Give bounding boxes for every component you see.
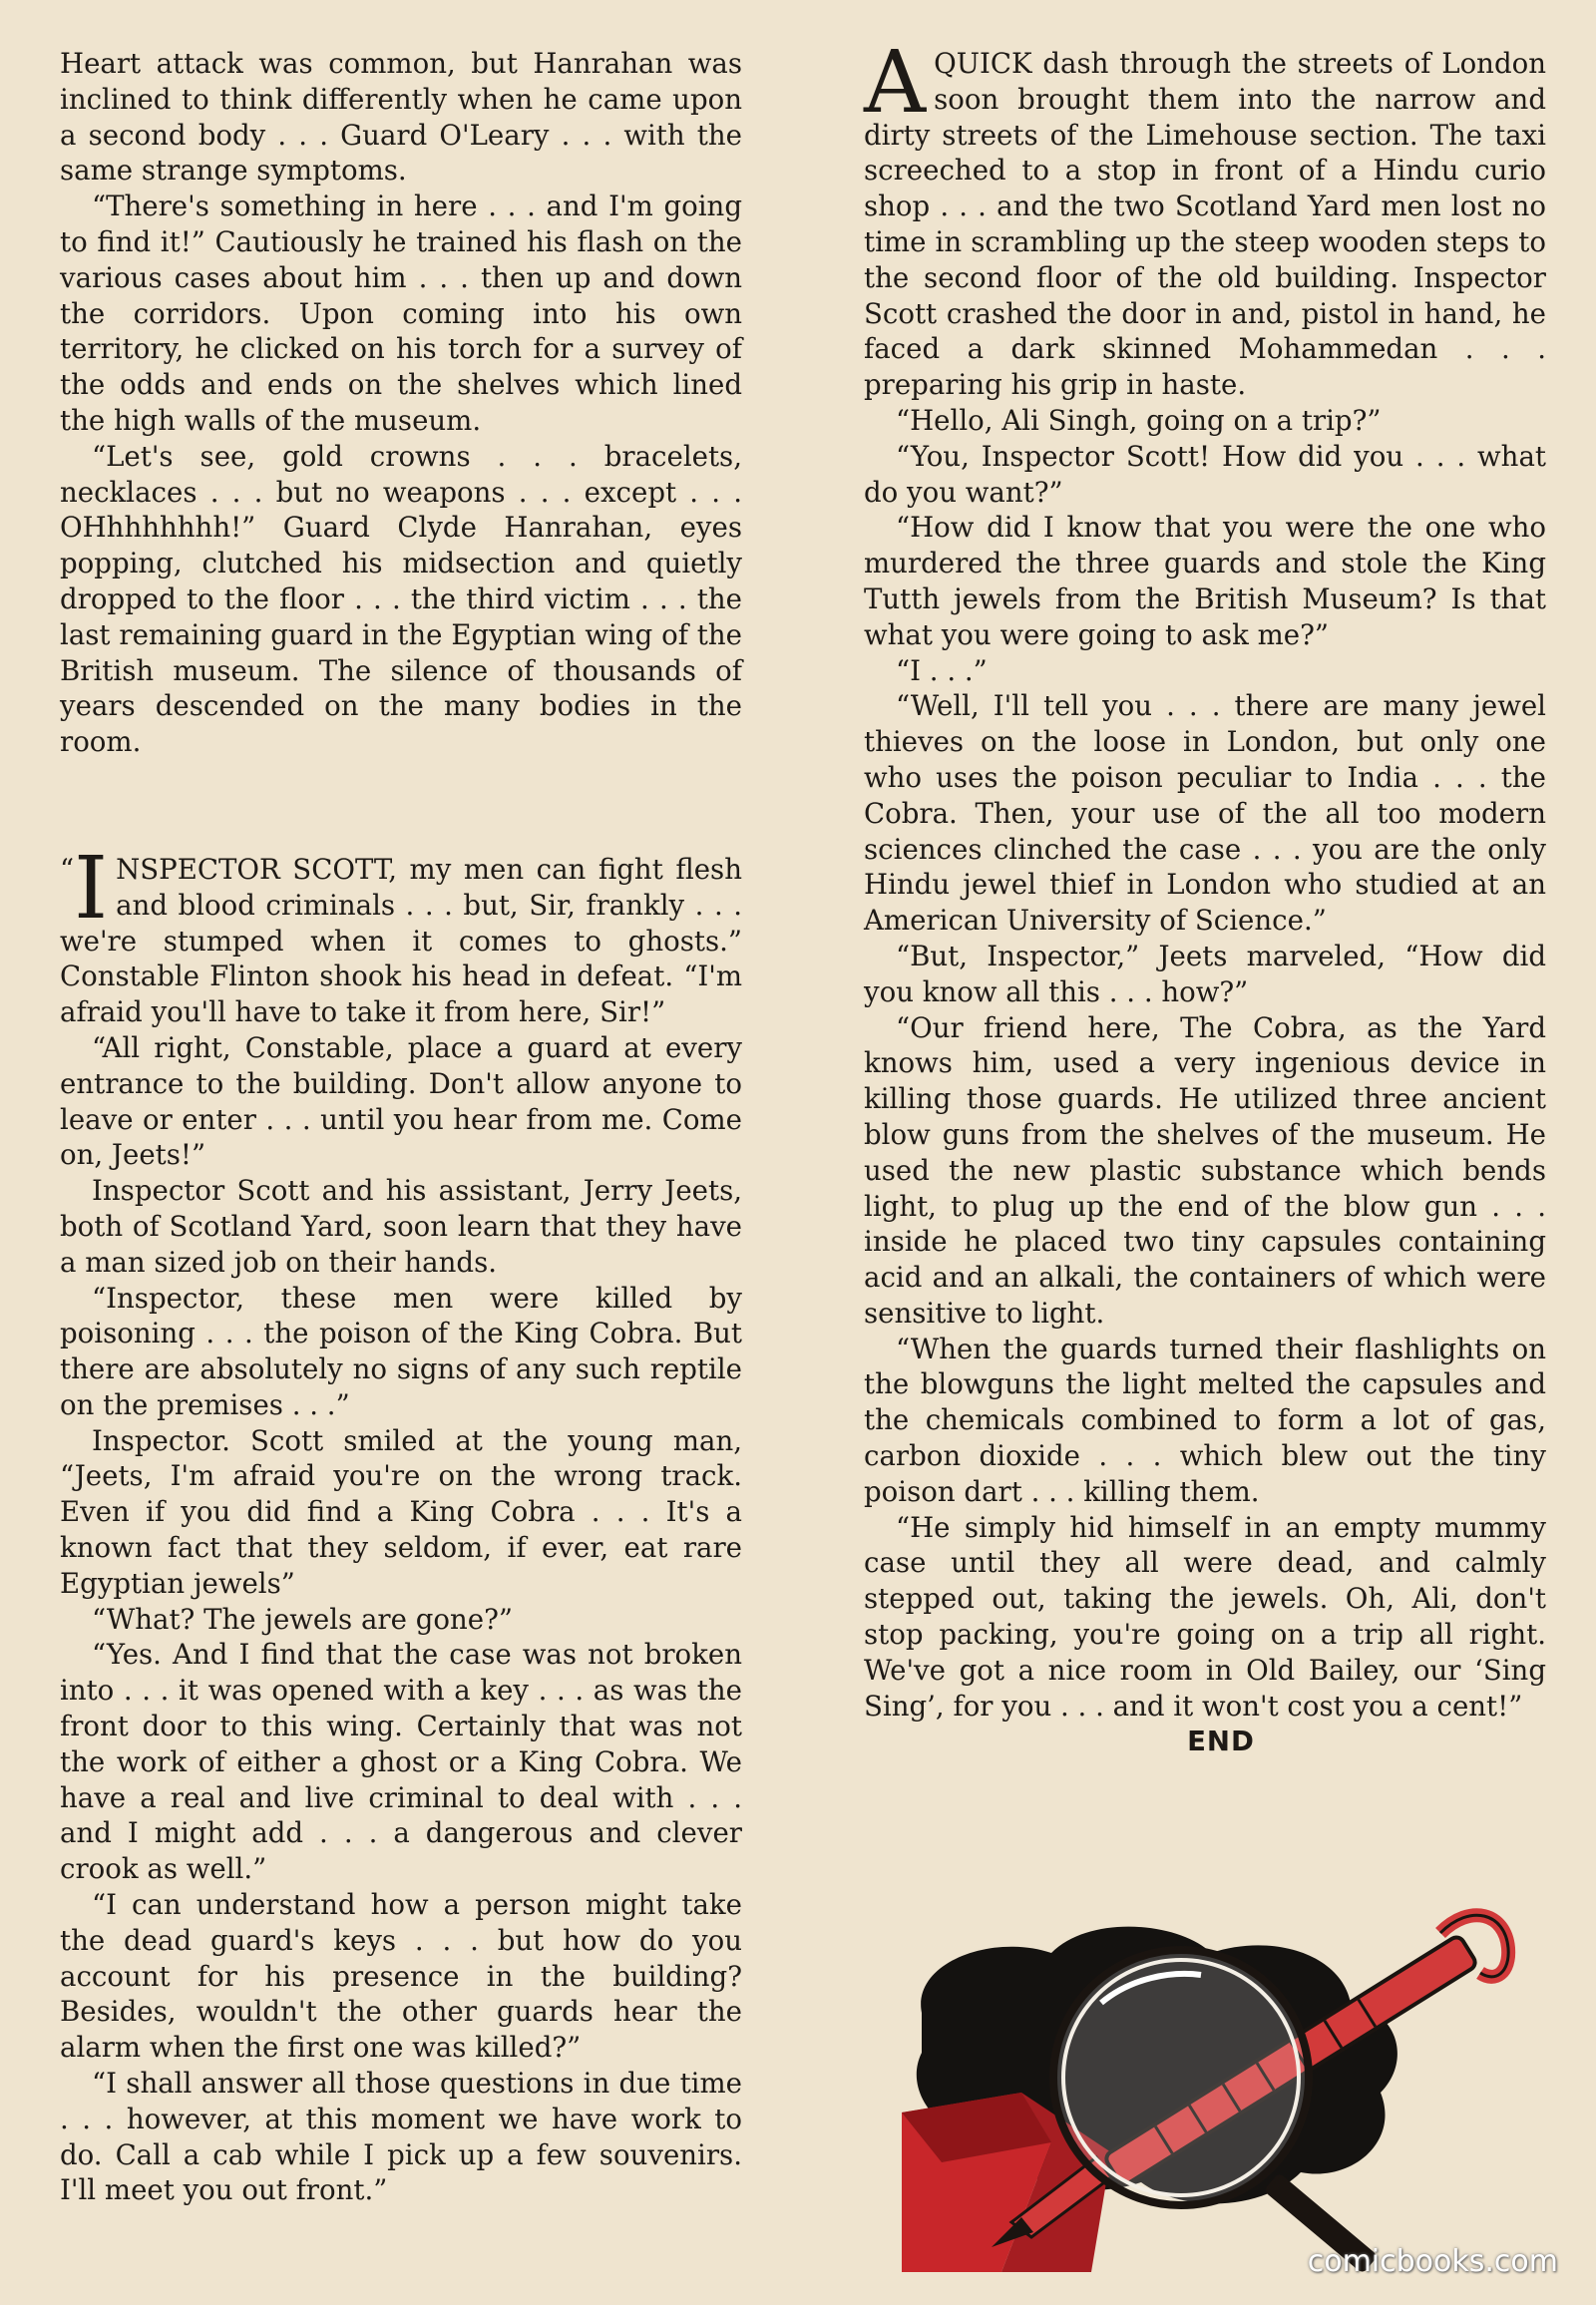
- paragraph: “You, Inspector Scott! How did you . . . what do you want?”: [864, 439, 1546, 509]
- drop-cap: A: [864, 33, 927, 133]
- paragraph-text: QUICK dash through the streets of London soon brought them into the narrow and dirty streets of the Limehouse section. The taxi screeched to a stop in front of a Hindu curio shop . . . and the two Scotland Yard men lost no time in scrambling up the steep wooden steps to the second floor of the old building. Inspector Scott crashed the door in and, pistol in hand, he faced a dark skinned Mohammedan . . . preparing his grip in haste.: [864, 47, 1546, 402]
- opening-quote-mark: “: [60, 852, 75, 886]
- drop-cap: I: [74, 838, 109, 939]
- paragraph: “I . . .”: [896, 653, 988, 687]
- paragraph: “But, Inspector,” Jeets marveled, “How did you know all this . . . how?”: [864, 939, 1546, 1008]
- paragraph: “Let's see, gold crowns . . . bracelets, necklaces . . . but no weapons . . . except . . . OHhhhhhhh!” Guard Clyde Hanrahan, eyes popping, clutched his midsection and quietly dropped to the floor . . . the third victim . . . the last remaining guard in the Egyptian wing of the British museum. The silence of thousands of years descended on the many bodies in the room.: [60, 439, 742, 759]
- paragraph-text: NSPECTOR SCOTT, my men can fight flesh and blood criminals . . . but, Sir, frankly . . . we're stumped when it comes to ghosts.” Constable Flinton shook his head in defeat. “I'm afraid you'll have to take it from here, Sir!”: [60, 852, 742, 1029]
- paragraph: “Yes. And I find that the case was not broken into . . . it was opened with a key . . . as was the front door to this wing. Certainly that was not the work of either a ghost or a King Cobra. We have a real and live criminal to deal with . . . and I might add . . . a dangerous and clever crook as well.”: [60, 1638, 742, 1886]
- paragraph: Inspector Scott and his assistant, Jerry Jeets, both of Scotland Yard, soon learn that they have a man sized job on their hands.: [60, 1174, 742, 1279]
- paragraph: “All right, Constable, place a guard at every entrance to the building. Don't allow anyone to leave or enter . . . until you hear from me. Come on, Jeets!”: [60, 1030, 742, 1172]
- paragraph: “Our friend here, The Cobra, as the Yard knows him, used a very ingenious device in killing those guards. He utilized three ancient blow guns from the shelves of the museum. He used the new plastic substance which bends light, to plug up the end of the blow gun . . . inside he placed two tiny capsules containing acid and an alkali, the containers of which were sensitive to light.: [864, 1010, 1546, 1330]
- paragraph: “Hello, Ali Singh, going on a trip?”: [896, 403, 1382, 437]
- end-label: END: [1187, 1725, 1255, 1758]
- paragraph: Heart attack was common, but Hanrahan was inclined to think differently when he came upon a second body . . . Guard O'Leary . . . with the same strange symptoms.: [60, 47, 742, 188]
- watermark: comicbooks.com: [1307, 2244, 1558, 2279]
- paragraph: “When the guards turned their flashlights on the blowguns the light melted the capsules and the chemicals combined to form a lot of gas, carbon dioxide . . . which blew out the tiny poison dart . . . killing them.: [864, 1332, 1546, 1508]
- paragraph: “I can understand how a person might take the dead guard's keys . . . but how do you account for his presence in the building? Besides, wouldn't the other guards hear the alarm when the first one was killed?”: [60, 1888, 742, 2065]
- paragraph: “He simply hid himself in an empty mummy case until they all were dead, and calmly stepped out, taking the jewels. Oh, Ali, don't stop packing, you're going on a trip all right. We've got a nice room in Old Bailey, our ‘Sing Sing’, for you . . . and it won't cost you a cent!”: [864, 1510, 1546, 1723]
- section-break: [60, 760, 742, 852]
- right-column: [864, 33, 1546, 1759]
- left-column: [60, 46, 742, 2208]
- section-opening-paragraph: [60, 838, 742, 1030]
- paragraph: “I shall answer all those questions in due time . . . however, at this moment we have work to do. Call a cab while I pick up a few souvenirs. I'll meet you out front.”: [60, 2067, 742, 2207]
- magnifying-glass-illustration: [882, 1893, 1520, 2272]
- paragraph: “What? The jewels are gone?”: [92, 1602, 514, 1636]
- paragraph: “Inspector, these men were killed by poisoning . . . the poison of the King Cobra. But there are absolutely no signs of any such reptile on the premises . . .”: [60, 1281, 742, 1421]
- paragraph: “Well, I'll tell you . . . there are many jewel thieves on the loose in London, but only one who uses the poison peculiar to India . . . the Cobra. Then, your use of the all too modern sciences clinched the case . . . you are the only Hindu jewel thief in London who studied at an American University of Science.”: [864, 689, 1546, 938]
- paragraph: “How did I know that you were the one who murdered the three guards and stole the King Tutth jewels from the British Museum? Is that what you were going to ask me?”: [864, 511, 1546, 651]
- paragraph: “There's something in here . . . and I'm going to find it!” Cautiously he trained his flash on the various cases about him . . . then up and down the corridors. Upon coming into his own territory, he clicked on his torch for a survey of the odds and ends on the shelves which lined the high walls of the museum.: [60, 190, 742, 437]
- section-opening-paragraph: [864, 33, 1546, 403]
- paragraph: Inspector. Scott smiled at the young man, “Jeets, I'm afraid you're on the wrong track. Even if you did find a King Cobra . . . It's a known fact that they seldom, if ever, eat rare Egyptian jewels”: [60, 1423, 742, 1600]
